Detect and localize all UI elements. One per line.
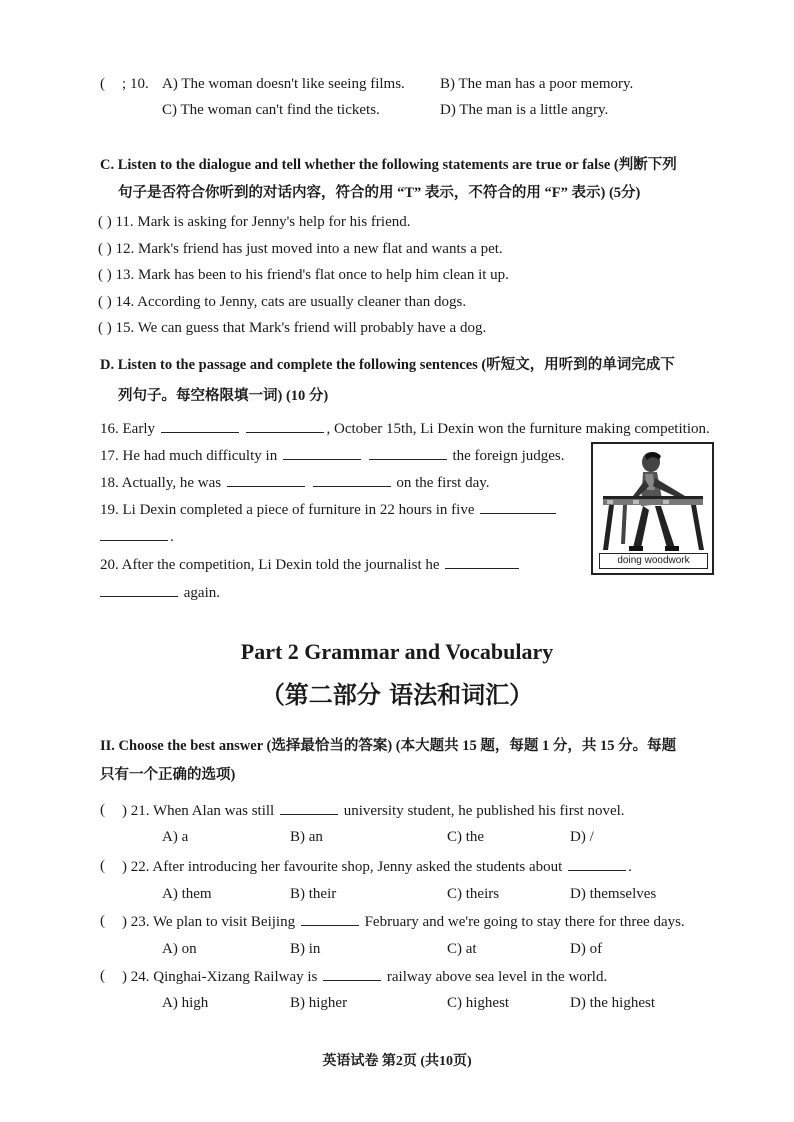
answer-paren: ( [100,913,105,929]
question-23 [122,911,685,932]
page-footer: 英语试卷 第2页 (共10页) [322,1054,472,1069]
q20-text-a: 20. After the competition, Li Dexin told the journalist he [100,557,440,573]
q10-option-d: D) The man is a little angry. [440,102,609,118]
q19-text-a: 19. Li Dexin completed a piece of furniture in 22 hours in five [100,502,475,518]
woodworker-icon [593,444,712,554]
q16-text-b: , October 15th, Li Dexin won the furniture making competition. [326,421,710,437]
statement-11: ( ) 11. Mark is asking for Jenny's help for his friend. [98,214,411,230]
q10-option-c: C) The woman can't find the tickets. [162,102,380,118]
section-ii-title-1: II. Choose the best answer (选择最恰当的答案) (本大题共 15 题，每题 1 分，共 15 分。每题 [100,738,677,754]
q24-option-c: C) highest [447,995,510,1011]
q21-option-c: C) the [447,829,485,845]
q10-mark: ; [122,76,127,92]
q24-option-d: D) the highest [570,995,655,1011]
question-20-cont [100,582,220,603]
woodwork-illustration [591,442,714,575]
q17-blank-1[interactable] [283,445,361,460]
q21-option-d: D) / [570,829,594,845]
answer-paren: ( [100,968,105,984]
q21-stem-a: ) 21. When Alan was still [122,803,275,819]
q20-blank-2[interactable] [100,582,178,597]
question-21 [122,800,625,821]
q16-text-a: 16. Early [100,421,155,437]
section-d-title-2: 列句子。每空格限填一词) (10 分) [118,388,329,404]
section-d-title-1: D. Listen to the passage and complete the following sentences (听短文，用听到的单词完成下 [100,357,675,373]
question-19-cont [100,526,174,547]
statement-15: ( ) 15. We can guess that Mark's friend will probably have a dog. [98,320,487,336]
section-ii-title-2: 只有一个正确的选项) [100,767,236,783]
q10-option-b: B) The man has a poor memory. [440,76,634,92]
q24-stem-a: ) 24. Qinghai-Xizang Railway is [122,969,318,985]
q22-option-a: A) them [162,886,212,902]
q21-blank[interactable] [280,800,338,815]
q17-blank-2[interactable] [369,445,447,460]
q19-end: . [170,529,174,545]
part2-title: Part 2 Grammar and Vocabulary [240,639,554,664]
q24-blank[interactable] [323,966,381,981]
q19-blank-2[interactable] [100,526,168,541]
part2-subtitle: （第二部分 语法和词汇） [260,681,534,709]
statement-12: ( ) 12. Mark's friend has just moved into a new flat and wants a pet. [98,241,503,257]
q17-text-a: 17. He had much difficulty in [100,448,278,464]
q18-text-a: 18. Actually, he was [100,475,222,491]
q18-blank-1[interactable] [227,472,305,487]
answer-paren: ( [100,858,105,874]
q20-text-b: again. [183,585,220,601]
q22-option-b: B) their [290,886,337,902]
q21-stem-b: university student, he published his first novel. [343,803,625,819]
q23-stem-b: February and we're going to stay there for three days. [364,914,685,930]
q19-blank-1[interactable] [480,499,556,514]
q23-option-c: C) at [447,941,477,957]
q23-stem-a: ) 23. We plan to visit Beijing [122,914,296,930]
q17-text-b: the foreign judges. [452,448,565,464]
statement-13: ( ) 13. Mark has been to his friend's flat once to help him clean it up. [98,267,509,283]
section-c-title-2: 句子是否符合你听到的对话内容，符合的用 “T” 表示，不符合的用 “F” 表示) (5分) [118,185,641,201]
statement-14: ( ) 14. According to Jenny, cats are usually cleaner than dogs. [98,294,467,310]
q10-number: 10. [130,76,149,92]
question-18 [100,472,490,493]
q23-option-d: D) of [570,941,603,957]
question-22 [122,856,632,877]
q21-option-a: A) a [162,829,189,845]
question-17 [100,445,565,466]
q16-blank-2[interactable] [246,418,324,433]
picture-caption: doing woodwork [599,553,708,569]
q22-option-c: C) theirs [447,886,500,902]
q22-stem-b: . [628,859,632,875]
q22-option-d: D) themselves [570,886,657,902]
q22-stem-a: ) 22. After introducing her favourite shop, Jenny asked the students about [122,859,563,875]
q24-option-b: B) higher [290,995,348,1011]
q18-blank-2[interactable] [313,472,391,487]
q23-option-b: B) in [290,941,321,957]
q23-option-a: A) on [162,941,197,957]
question-19 [100,499,558,520]
q22-blank[interactable] [568,856,626,871]
question-24 [122,966,607,987]
answer-paren: ( [100,76,105,92]
section-c-title-1: C. Listen to the dialogue and tell whether the following statements are true or false (判断下列 [100,157,677,173]
q16-blank-1[interactable] [161,418,239,433]
q21-option-b: B) an [290,829,323,845]
answer-paren: ( [100,802,105,818]
q24-stem-b: railway above sea level in the world. [386,969,608,985]
q20-blank-1[interactable] [445,554,519,569]
q23-blank[interactable] [301,911,359,926]
question-20 [100,554,521,575]
q10-option-a: A) The woman doesn't like seeing films. [162,76,405,92]
q24-option-a: A) high [162,995,209,1011]
question-16 [100,418,710,439]
q18-text-b: on the first day. [396,475,490,491]
